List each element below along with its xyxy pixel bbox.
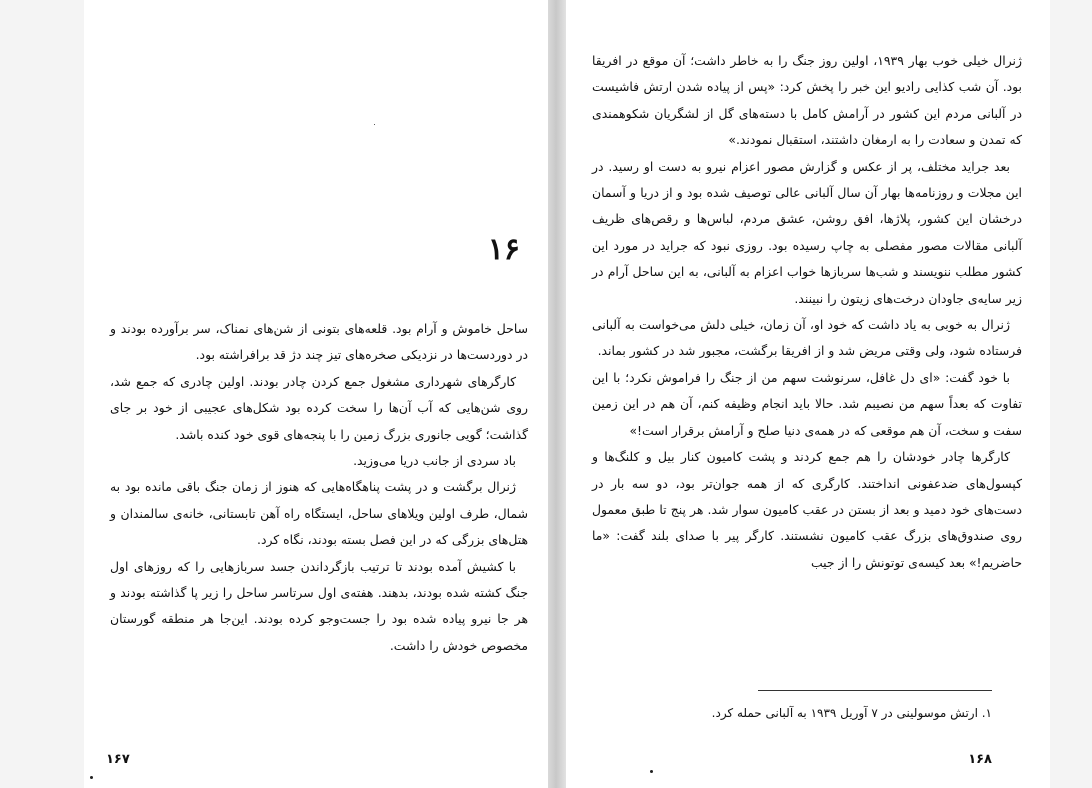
paragraph: بعد جراید مختلف، پر از عکس و گزارش مصور اعزام نیرو به دست او رسید. در این مجلات و روزنامه‌ها بهار آن سال آلبانی عالی توصیف شده بود و از دریا و آسمان درخشان این کشور، پلاژها، افق روشن، عشق مردم، لباس‌ها و رقص‌های ظریف آلبانی مقالات مصور مفصلی به چاپ رسیده بود. روزی نبود که جراید در مورد این کشور مطلب ننویسند و شب‌ها سربازها خواب اعزام به آلبانی، به این ساحل آرام در زیر سایه‌ی جاودان درخت‌های زیتون را نبینند. — [592, 158, 1022, 306]
viewer-margin-right — [1050, 0, 1092, 788]
page-left — [84, 0, 548, 788]
scan-speck — [90, 776, 93, 779]
left-page-body — [110, 316, 528, 659]
paragraph: با کشیش آمده بودند تا ترتیب بازگرداندن جسد سربازهایی را که روزهای اول جنگ کشته شده بودند، بدهند. هفته‌ی اول سرتاسر ساحل را زیر پا گذاشته بودند و هر جا نیرو پیاده شده بود را جست‌وجو کرده بودند. این‌جا هر منطقه گورستان مخصوص خودش را داشت. — [110, 558, 528, 653]
paragraph: ژنرال خیلی خوب بهار ۱۹۳۹، اولین روز جنگ را به خاطر داشت؛ آن موقع در افریقا بود. آن شب کذایی رادیو این خبر را پخش کرد: «پس از پیاده شدن ارتش فاشیست در آلبانی مردم این کشور در آرامش کامل با دسته‌های گل از لشگریان شکوهمندی که تمدن و سعادت را به ارمغان داشتند، استقبال نمودند.» — [592, 53, 1022, 148]
page-number: ۱۶۷ — [106, 752, 130, 767]
paragraph: کارگرها چادر خودشان را هم جمع کردند و پشت کامیون کنار بیل و کلنگ‌ها و کپسول‌های ضدعفونی انداختند. کارگری که از همه جوان‌تر بود، دو سه بار در دست‌های خود دمید و بعد از بستن در عقب کامیون سوار شد. هر پنج تا طبق معمول روی صندوق‌های بزرگ عقب کامیون نشستند. کارگر پیر با صدای بلند گفت: «ما حاضریم!» بعد کیسه‌ی توتونش را از جیب — [592, 449, 1022, 570]
paragraph: باد سردی از جانب دریا می‌وزید. — [353, 453, 516, 469]
paragraph: ژنرال برگشت و در پشت پناهگاه‌هایی که هنوز از زمان جنگ باقی مانده بود به شمال، طرف اولین ویلاهای ساحل، ایستگاه راه آهن تابستانی، خانه‌ی سالمندان و هتل‌های بزرگی که در این فصل بسته بودند، نگاه کرد. — [110, 479, 528, 548]
footnote: ۱. ارتش موسولینی در ۷ آوریل ۱۹۳۹ به آلبانی حمله کرد. — [711, 706, 992, 720]
viewer-margin-left — [0, 0, 84, 788]
right-page-body — [592, 48, 1022, 576]
scan-speck — [650, 770, 653, 773]
page-gutter — [548, 0, 566, 788]
paragraph: کارگرهای شهرداری مشغول جمع کردن چادر بودند. اولین چادری که جمع شد، روی شن‌هایی که آب آن‌ها را سخت کرده بود شکل‌های عجیبی از خود بر جای گذاشت؛ گویی جانوری بزرگ زمین را با پنجه‌های قوی خود کنده باشد. — [110, 373, 528, 442]
paragraph: ژنرال به خوبی به یاد داشت که خود او، آن زمان، خیلی دلش می‌خواست به آلبانی فرستاده شود، ولی وقتی مریض شد و از افریقا برگشت، مجبور شد در کشور بماند. — [592, 317, 1022, 359]
paragraph: ساحل خاموش و آرام بود. قلعه‌های بتونی از شن‌های نمناک، سر برآورده بودند و در دوردست‌ها در نزدیکی صخره‌های تیز چند دژ قد برافراشته بود. — [110, 321, 528, 363]
page-right — [566, 0, 1050, 788]
footnote-divider — [758, 690, 992, 691]
page-number: ۱۶۸ — [968, 752, 992, 767]
paragraph: با خود گفت: «ای دل غافل، سرنوشت سهم من از جنگ را فراموش نکرد؛ با این تفاوت که بعداً سهم من نصیبم شد. حالا باید انجام وظیفه کنم، آن هم در این زمین سفت و سخت، آن هم موقعی که در همه‌ی دنیا صلح و آرامش برقرار است!» — [592, 369, 1022, 438]
chapter-number: ۱۶ — [487, 232, 520, 267]
scan-speck — [374, 124, 375, 125]
